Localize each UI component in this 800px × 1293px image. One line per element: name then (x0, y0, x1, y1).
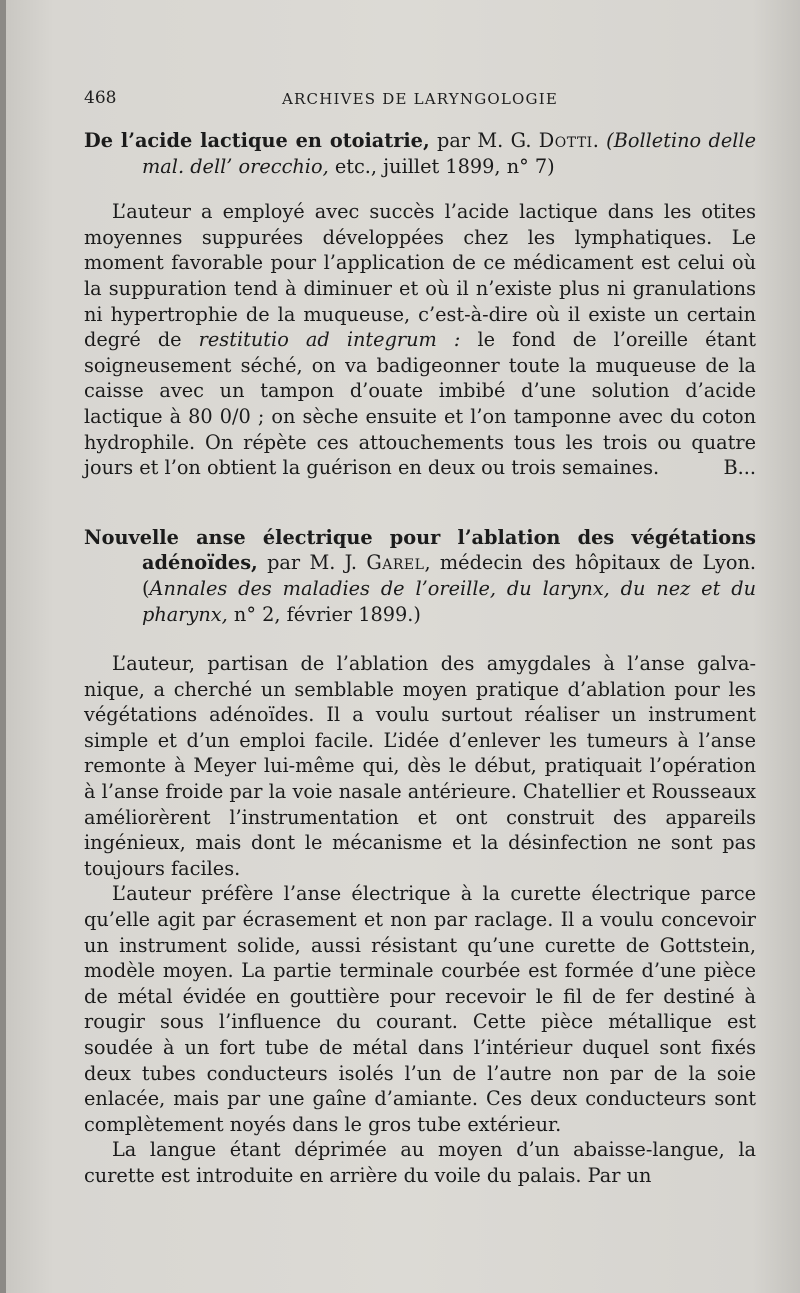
article-2-journal: Annales des maladies de l’oreille, du larynx, du nez et du pharynx, (142, 576, 756, 626)
article-2-paragraph-3: La langue étant déprimée au moyen d’un abaisse-langue, la curette est introduite en arrière du voile du palais. Par un (84, 1138, 756, 1187)
article-1-body-text: L’auteur a employé avec succès l’acide lactique dans les otites moyennes suppurées développées chez les lymphatiques. Le moment favorable pour l’application de ce médicament est celui où la suppuration tend à diminuer et où il n’existe plus ni granulations ni hypertrophie de la muqueuse, c’est-à-dire où il existe un certain degré de (84, 200, 756, 352)
article-2-title-bold: Nouvelle anse électrique pour l’ablation des végétations adénoïdes, (84, 525, 756, 575)
article-1-journal: (Bolletino delle mal. dell’ orecchio, (142, 129, 756, 178)
running-title: ARCHIVES DE LARYNGOLOGIE (281, 90, 559, 108)
article-2-author-name: Garel (366, 551, 425, 575)
article-1-body-italic: restitutio ad integrum : (198, 328, 461, 352)
article-1-author-prefix: par M. G. (429, 129, 539, 152)
article-1-author-end: . (592, 129, 607, 152)
article-2-paragraph-1: L’auteur, partisan de l’ablation des amygdales à l’anse galvanique, a cherché un semblable moyen pratique d’ablation pour les végétations adénoïdes. Il a voulu surtout réaliser un instrument simple et d’un emploi facile. L’idée d’enlever les tumeurs à l’anse remonte à Meyer lui-même qui, dès le début, pratiquait l’opération à l’anse froide par la voie nasale antérieure. Chatellier et Rousseaux améliorèrent l’instrumentation et ont construit des appareils ingénieux, mais dont le mécanisme et la désinfection ne sont pas toujours faciles. (84, 652, 756, 880)
article-1-date: etc., juillet 1899, n° 7) (328, 154, 555, 178)
page-number: 468 (84, 88, 117, 108)
article-1-title-bold: De l’acide lactique en otoiatrie, (84, 129, 430, 152)
book-page (6, 0, 800, 1293)
article-2-author-prefix: par M. J. (257, 551, 367, 575)
article-2-date: n° 2, février 1899.) (227, 602, 421, 626)
article-2-journal-open: ( (142, 576, 150, 600)
article-2-title (84, 525, 756, 627)
article-1-signature: B... (723, 456, 756, 480)
article-1-title (84, 128, 756, 179)
article-1-body-end: le fond de l’oreille étant soigneusement séché, on va badigeonner toute la muqueuse de la caisse avec un tampon d’ouate imbibé d’une solution d’acide lactique à 80 0/0 ; on sèche ensuite et l’on tamponne avec du coton hydrophile. On répète ces attouchements tous les trois ou quatre jours et l’on obtient la guérison en deux ou trois semaines. (84, 328, 756, 480)
article-1-body (84, 199, 756, 481)
page-header (84, 88, 756, 114)
article-2-paragraph-2: L’auteur préfère l’anse électrique à la curette électrique parce qu’elle agit par écrasement et non par raclage. Il a voulu concevoir un instrument solide, aussi résistant qu’une curette de Gottstein, modèle moyen. La partie terminale courbée est formée d’une pièce de métal évidée en gouttière pour recevoir le fil de fer destiné à rougir sous l’influence du courant. Cette pièce métallique est soudée à un fort tube de métal dans l’intérieur duquel sont fixés deux tubes conducteurs isolés l’un de l’autre non par de la soie enlacée, mais par une gaîne d’amiante. Ces deux conducteurs sont complètement noyés dans le gros tube extérieur. (84, 882, 756, 1136)
article-1-author-name: Dotti (538, 129, 593, 152)
article-2-author-end: , médecin des hôpitaux de Lyon. (424, 551, 756, 575)
page-body (84, 128, 756, 1189)
